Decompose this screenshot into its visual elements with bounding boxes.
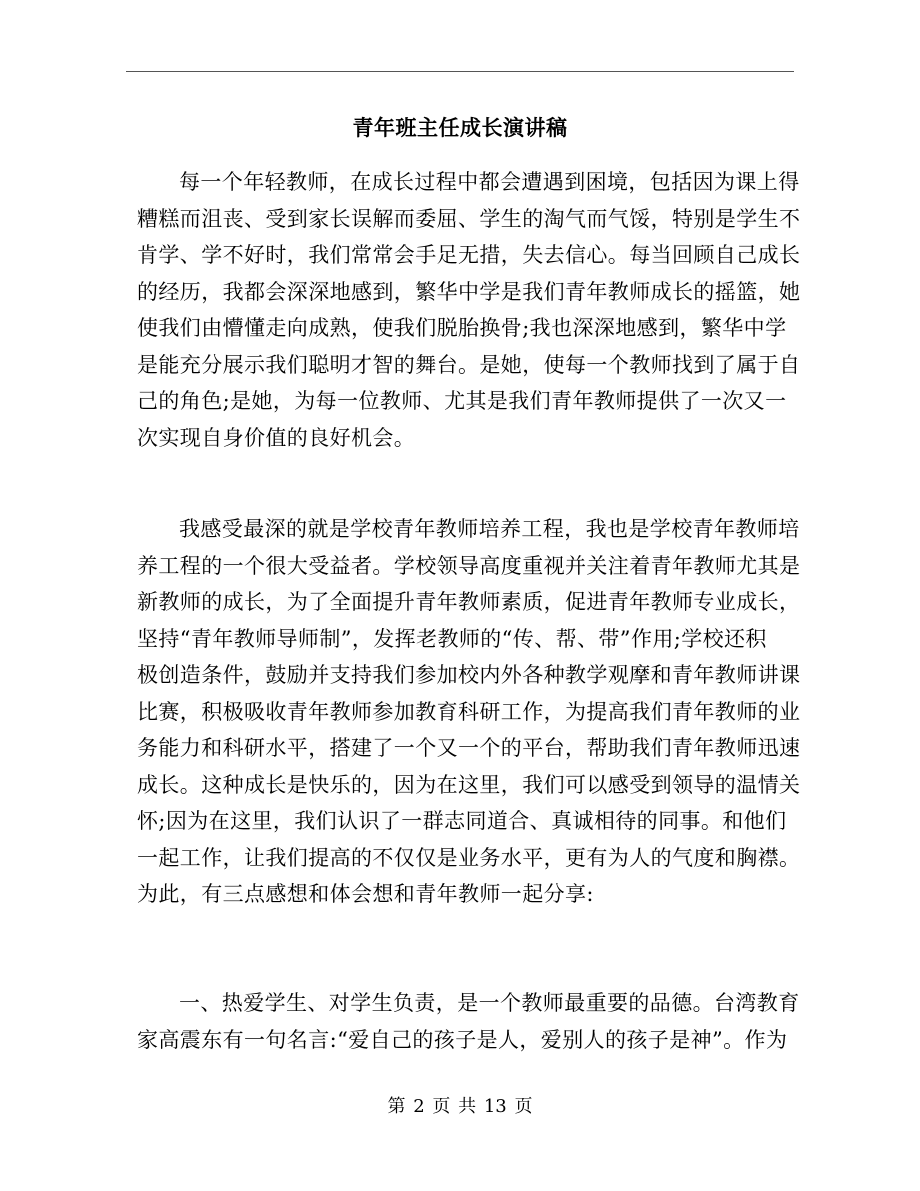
text-line: 成长。这种成长是快乐的，因为在这里，我们可以感受到领导的温情关 [137, 772, 801, 797]
text-line: 的经历，我都会深深地感到，繁华中学是我们青年教师成长的摇篮，她 [137, 279, 801, 304]
text-line: 是能充分展示我们聪明才智的舞台。是她，使每一个教师找到了属于自 [137, 352, 801, 377]
text-line: 极创造条件，鼓励并支持我们参加校内外各种教学观摩和青年教师讲课 [137, 663, 801, 687]
text-line: 新教师的成长，为了全面提升青年教师素质，促进青年教师专业成长， [137, 590, 801, 614]
paragraph-1 [137, 164, 800, 456]
text-line: 次实现自身价值的良好机会。 [137, 425, 416, 450]
text-line: 家高震东有一句名言:“爱自己的孩子是人，爱别人的孩子是神”。作为 [137, 1027, 788, 1052]
text-line: 肯学、学不好时，我们常常会手足无措，失去信心。每当回顾自己成长 [137, 243, 801, 267]
paragraph-2 [137, 511, 800, 913]
text-line: 使我们由懵懂走向成熟，使我们脱胎换骨;我也深深地感到，繁华中学 [137, 316, 787, 340]
text-line: 怀;因为在这里，我们认识了一群志同道合、真诚相待的同事。和他们 [137, 809, 787, 833]
text-line: 坚持“青年教师导师制”，发挥老教师的“传、帮、带”作用;学校还积 [137, 626, 767, 651]
text-line: 我感受最深的就是学校青年教师培养工程，我也是学校青年教师培 [179, 517, 800, 541]
text-line: 一起工作，让我们提高的不仅仅是业务水平，更有为人的气度和胸襟。 [137, 845, 801, 870]
text-line: 一、热爱学生、对学生负责，是一个教师最重要的品德。台湾教育 [179, 991, 800, 1015]
text-line: 每一个年轻教师，在成长过程中都会遭遇到困境，包括因为课上得 [179, 170, 800, 194]
text-line: 养工程的一个很大受益者。学校领导高度重视并关注着青年教师尤其是 [137, 553, 801, 578]
document-title: 青年班主任成长演讲稿 [352, 115, 568, 140]
text-line: 己的角色;是她，为每一位教师、尤其是我们青年教师提供了一次又一 [137, 389, 787, 413]
text-line: 比赛，积极吸收青年教师参加教育科研工作，为提高我们青年教师的业 [137, 699, 801, 724]
page-footer: 第 2 页 共 13 页 [387, 1096, 533, 1117]
paragraph-3 [137, 985, 800, 1058]
text-line: 为此，有三点感想和体会想和青年教师一起分享: [137, 882, 594, 906]
text-line: 糟糕而沮丧、受到家长误解而委屈、学生的淘气而气馁，特别是学生不 [137, 206, 801, 231]
text-line: 务能力和科研水平，搭建了一个又一个的平台，帮助我们青年教师迅速 [137, 736, 801, 760]
header-rule [126, 71, 794, 72]
